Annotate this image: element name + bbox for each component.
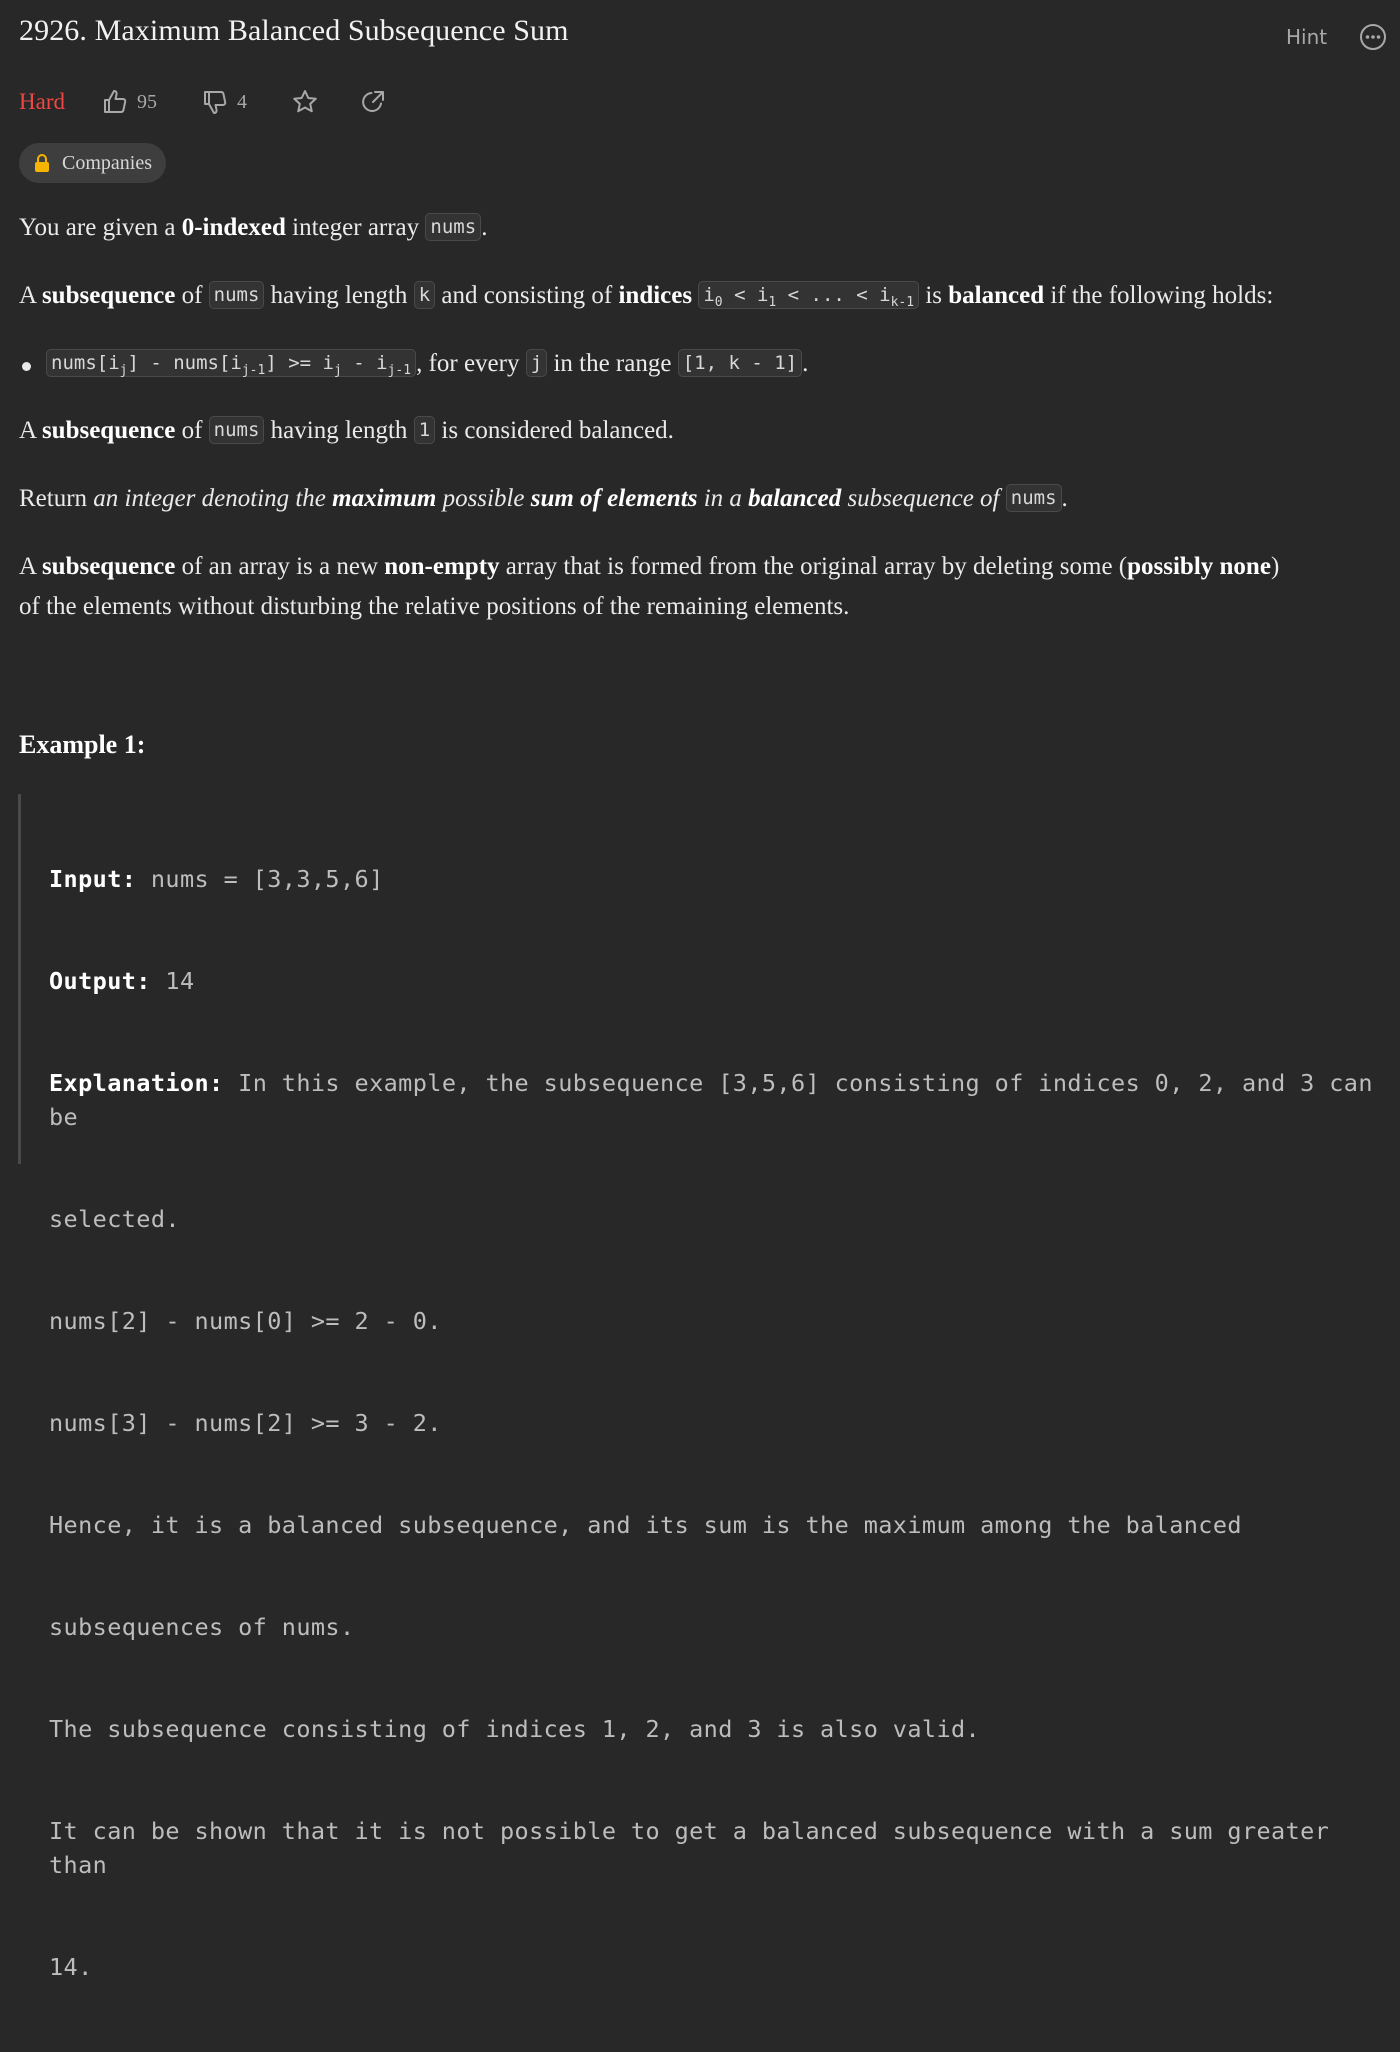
explanation-text: In this example, the subsequence [3,5,6] consisting of indices 0, 2, and 3 can be (49, 1069, 1388, 1131)
text: in the range (547, 350, 678, 377)
description-paragraph-5-line-2: of the elements without disturbing the relative positions of the remaining elements. (19, 593, 850, 620)
text: You are given a (19, 214, 182, 241)
bold-text: non-empty (384, 553, 500, 580)
code-text: < ... < i (776, 284, 891, 306)
explanation-text: selected. (49, 1205, 180, 1233)
description-paragraph-3 (19, 417, 674, 445)
problem-title: 2926. Maximum Balanced Subsequence Sum (19, 14, 569, 47)
companies-button[interactable] (19, 143, 166, 183)
subscript: j-1 (241, 362, 266, 378)
example-output-line (49, 964, 1394, 998)
input-value: nums = [3,3,5,6] (136, 865, 384, 893)
bold-text: subsequence (41, 553, 176, 580)
bold-italic-text: sum of elements (530, 485, 698, 512)
code-text: < i (722, 284, 769, 306)
bold-text: indices (618, 282, 693, 309)
text: and consisting of (435, 282, 619, 309)
input-label: Input: (49, 865, 137, 893)
inline-code: 1 (414, 416, 435, 444)
inline-code: k (414, 281, 435, 309)
example-1-heading: Example 1: (19, 730, 146, 759)
text: of (175, 282, 209, 309)
subscript: 0 (714, 294, 723, 310)
subscript: j (333, 362, 342, 378)
bold-italic-text: balanced (748, 485, 842, 512)
bold-text: subsequence (41, 417, 176, 444)
code-text: i (703, 284, 715, 306)
explanation-text: Hence, it is a balanced subsequence, and its sum is the maximum among the balanced (49, 1511, 1242, 1539)
italic-text: an integer denoting the (93, 485, 333, 512)
example-explanation-line (49, 1066, 1394, 1134)
explanation-text: 14. (49, 1953, 93, 1981)
description-paragraph-4 (19, 485, 1068, 513)
bullet-dot (22, 362, 31, 371)
italic-text: possible (436, 485, 531, 512)
text: having length (264, 417, 414, 444)
inline-code-condition (46, 349, 416, 377)
bold-text: balanced (948, 282, 1045, 309)
text: array that is formed from the original array by deleting some ( (499, 553, 1128, 580)
favorite-button[interactable] (291, 88, 319, 116)
inline-code: nums (425, 213, 481, 241)
text: . (1061, 485, 1068, 512)
bold-italic-text: maximum (332, 485, 437, 512)
inline-code: j (526, 349, 547, 377)
star-icon (291, 88, 319, 116)
like-button[interactable] (101, 88, 157, 116)
description-paragraph-5-line-1 (19, 553, 1279, 581)
code-text: nums[i (51, 352, 120, 374)
share-button[interactable] (359, 88, 387, 116)
text: of (175, 417, 209, 444)
description-paragraph-1 (19, 214, 487, 242)
example-blockquote-bar (18, 794, 21, 1164)
lock-icon (33, 153, 51, 173)
explanation-text: The subsequence consisting of indices 1, 2, and 3 is also valid. (49, 1715, 981, 1743)
explanation-label: Explanation: (49, 1069, 224, 1097)
subscript: j (119, 362, 128, 378)
bold-text: subsequence (41, 282, 176, 309)
text: A (19, 417, 42, 444)
inline-code: nums (209, 281, 265, 309)
inline-code: [1, k - 1] (678, 349, 802, 377)
text: Return (19, 485, 94, 512)
subscript: k-1 (890, 294, 915, 310)
inline-code: nums (1006, 484, 1062, 512)
explanation-text: It can be shown that it is not possible to get a balanced subsequence with a sum greater than (49, 1817, 1344, 1879)
subscript: j-1 (387, 362, 412, 378)
example-1-block (49, 794, 1394, 2052)
ellipsis-circle-icon[interactable] (1359, 23, 1387, 51)
example-input-line (49, 862, 1394, 896)
bold-text: possibly none (1127, 553, 1271, 580)
text: is considered balanced. (435, 417, 674, 444)
thumbs-down-icon (201, 88, 229, 116)
explanation-text: subsequences of nums. (49, 1613, 355, 1641)
bold-text: 0-indexed (181, 214, 286, 241)
dislike-button[interactable] (201, 88, 247, 116)
italic-text: in a (697, 485, 749, 512)
difficulty-badge: Hard (19, 89, 65, 114)
text: if the following holds: (1044, 282, 1274, 309)
companies-label: Companies (62, 151, 152, 174)
code-text: - i (341, 352, 388, 374)
text: having length (264, 282, 414, 309)
text: . (481, 214, 488, 241)
text: integer array (285, 214, 426, 241)
explanation-text: nums[3] - nums[2] >= 3 - 2. (49, 1409, 442, 1437)
subscript: 1 (768, 294, 777, 310)
text: . (802, 350, 809, 377)
thumbs-up-icon (101, 88, 129, 116)
inline-code-indices (698, 281, 919, 309)
output-label: Output: (49, 967, 151, 995)
inline-code: nums (209, 416, 265, 444)
text: ) (1270, 553, 1280, 580)
description-paragraph-2 (19, 282, 1273, 312)
text: A (19, 282, 42, 309)
text: is (919, 282, 949, 309)
text: , for every (416, 350, 526, 377)
share-icon (359, 88, 387, 116)
hint-button[interactable]: Hint (1286, 25, 1328, 49)
dislike-count: 4 (236, 90, 247, 113)
italic-text: subsequence of (841, 485, 1006, 512)
condition-bullet (46, 350, 808, 380)
explanation-text: nums[2] - nums[0] >= 2 - 0. (49, 1307, 442, 1335)
output-value: 14 (150, 967, 195, 995)
text: of an array is a new (175, 553, 385, 580)
code-text: ] >= i (265, 352, 334, 374)
text: A (19, 553, 42, 580)
problem-meta-row (19, 84, 427, 120)
like-count: 95 (136, 90, 157, 113)
code-text: ] - nums[i (127, 352, 242, 374)
